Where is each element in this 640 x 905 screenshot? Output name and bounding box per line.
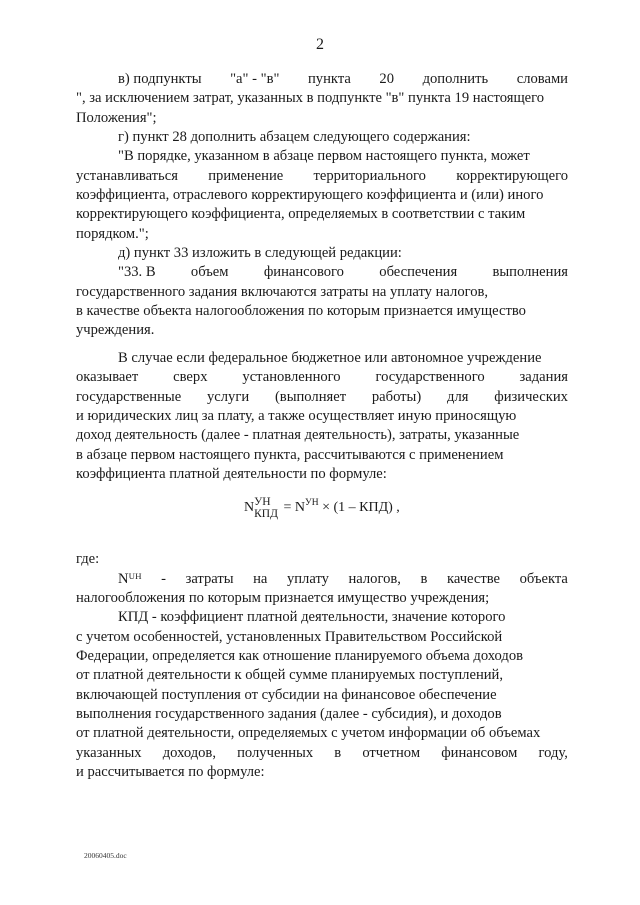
formula-expression (244, 496, 400, 520)
word: территориального (313, 167, 426, 184)
text-line: коэффициента платной деятельности по формуле: (76, 465, 387, 482)
text-line: Положения"; (76, 109, 157, 126)
word: корректирующего (456, 167, 568, 184)
text-line: д) пункт 33 изложить в следующей редакции: (118, 245, 402, 262)
text-line: коэффициента, отраслевого корректирующего коэффициента и (или) иного (76, 187, 544, 204)
formula-rhs-tail: × (1 – КПД) , (322, 500, 400, 516)
word: установленного (242, 369, 341, 386)
text-line: в абзаце первом настоящего пункта, рассчитываются с применением (76, 446, 504, 463)
word: в) подпункты (118, 71, 202, 87)
formula (76, 484, 568, 550)
word: работы) (371, 388, 422, 405)
word: выполнения (492, 264, 568, 281)
text-line (76, 368, 568, 387)
word: услуги (206, 388, 250, 405)
word: 20 (379, 71, 395, 87)
word: отчетном (362, 744, 421, 761)
text-line (76, 744, 568, 763)
text-line: в качестве объекта налогообложения по которым признается имущество (76, 303, 526, 320)
word: устанавливаться (76, 167, 178, 184)
word: на (253, 570, 268, 587)
word: оказывает (76, 369, 139, 386)
formula-lhs-base: N (244, 500, 255, 516)
text-line: выполнения государственного задания (далее - субсидия), и доходов (76, 705, 502, 722)
text-line: от платной деятельности, определяемых с учетом информации об объемах (76, 725, 541, 742)
text-line: КПД - коэффициент платной деятельности, значение которого (118, 609, 506, 626)
text-line: Федерации, определяется как отношение планируемого объема доходов (76, 647, 524, 664)
word: году, (538, 744, 568, 761)
text-line (76, 167, 568, 186)
document-body (76, 70, 568, 782)
formula-rhs-sup: УН (304, 498, 319, 509)
word: обеспечения (379, 264, 458, 281)
text-line: В случае если федеральное бюджетное или автономное учреждение (118, 349, 542, 366)
word: задания (519, 369, 568, 386)
word: затраты (185, 570, 234, 587)
text-line: где: (76, 551, 100, 568)
word: объем (190, 264, 229, 281)
formula-rhs-base: N (294, 500, 305, 516)
text-line: ", за исключением затрат, указанных в подпункте "в" пункта 19 настоящего (76, 90, 545, 107)
word: качестве (446, 570, 501, 587)
word: в (420, 570, 428, 587)
text-line (76, 70, 568, 89)
text-block-1 (76, 70, 568, 484)
word: в (334, 744, 342, 761)
word: доходов, (162, 744, 216, 761)
word: - (161, 570, 167, 587)
formula-lhs-sub: КПД (254, 508, 278, 521)
text-line: налогообложения по которым признается имущество учреждения; (76, 589, 490, 606)
text-line (76, 570, 568, 589)
word: "а" - "в" (230, 71, 280, 87)
formula-lhs-sup: УН (254, 496, 271, 509)
word: полученных (237, 744, 314, 761)
word: уплату (286, 570, 329, 587)
text-line: г) пункт 28 дополнить абзацем следующего содержания: (118, 129, 471, 146)
word: (выполняет (274, 388, 347, 405)
page-number: 2 (316, 36, 324, 53)
word: дополнить (422, 71, 489, 87)
word: для (447, 388, 469, 405)
text-line: от платной деятельности к общей сумме планируемых поступлений, (76, 667, 504, 684)
text-line: и юридических лиц за плату, а также осуществляет иную приносящую (76, 407, 517, 424)
word: словами (516, 71, 568, 87)
paragraph-gap (76, 341, 568, 349)
word: указанных (76, 744, 142, 761)
text-block-2 (76, 550, 568, 782)
word: применение (208, 167, 284, 184)
text-line: "В порядке, указанном в абзаце первом настоящего пункта, может (118, 148, 530, 165)
word: "33. В (118, 264, 156, 281)
text-line (76, 263, 568, 282)
word: физических (494, 388, 568, 405)
file-name-footer: 20060405.doc (84, 851, 127, 860)
word: государственные (76, 388, 182, 405)
text-line: государственного задания включаются затраты на уплату налогов, (76, 283, 489, 300)
text-line: и рассчитывается по формуле: (76, 764, 265, 780)
formula-eq: = (283, 500, 292, 516)
word: объекта (519, 570, 568, 587)
text-line: включающей поступления от субсидии на финансовое обеспечение (76, 686, 497, 703)
text-line: с учетом особенностей, установленных Правительством Российской (76, 628, 503, 645)
word: государственного (375, 369, 485, 386)
word: сверх (173, 369, 208, 386)
word: пункта (308, 71, 351, 87)
text-line: учреждения. (76, 322, 155, 339)
word: налогов, (348, 570, 401, 587)
word: финансовом (441, 744, 518, 761)
text-line: порядком."; (76, 225, 149, 242)
text-line: корректирующего коэффициента, определяемых в соответствии с таким (76, 206, 526, 223)
word: финансового (263, 264, 344, 281)
word: Nᵁᴴ (118, 570, 142, 587)
text-line (76, 388, 568, 407)
text-line: доход деятельность (далее - платная деятельность), затраты, указанные (76, 427, 520, 444)
